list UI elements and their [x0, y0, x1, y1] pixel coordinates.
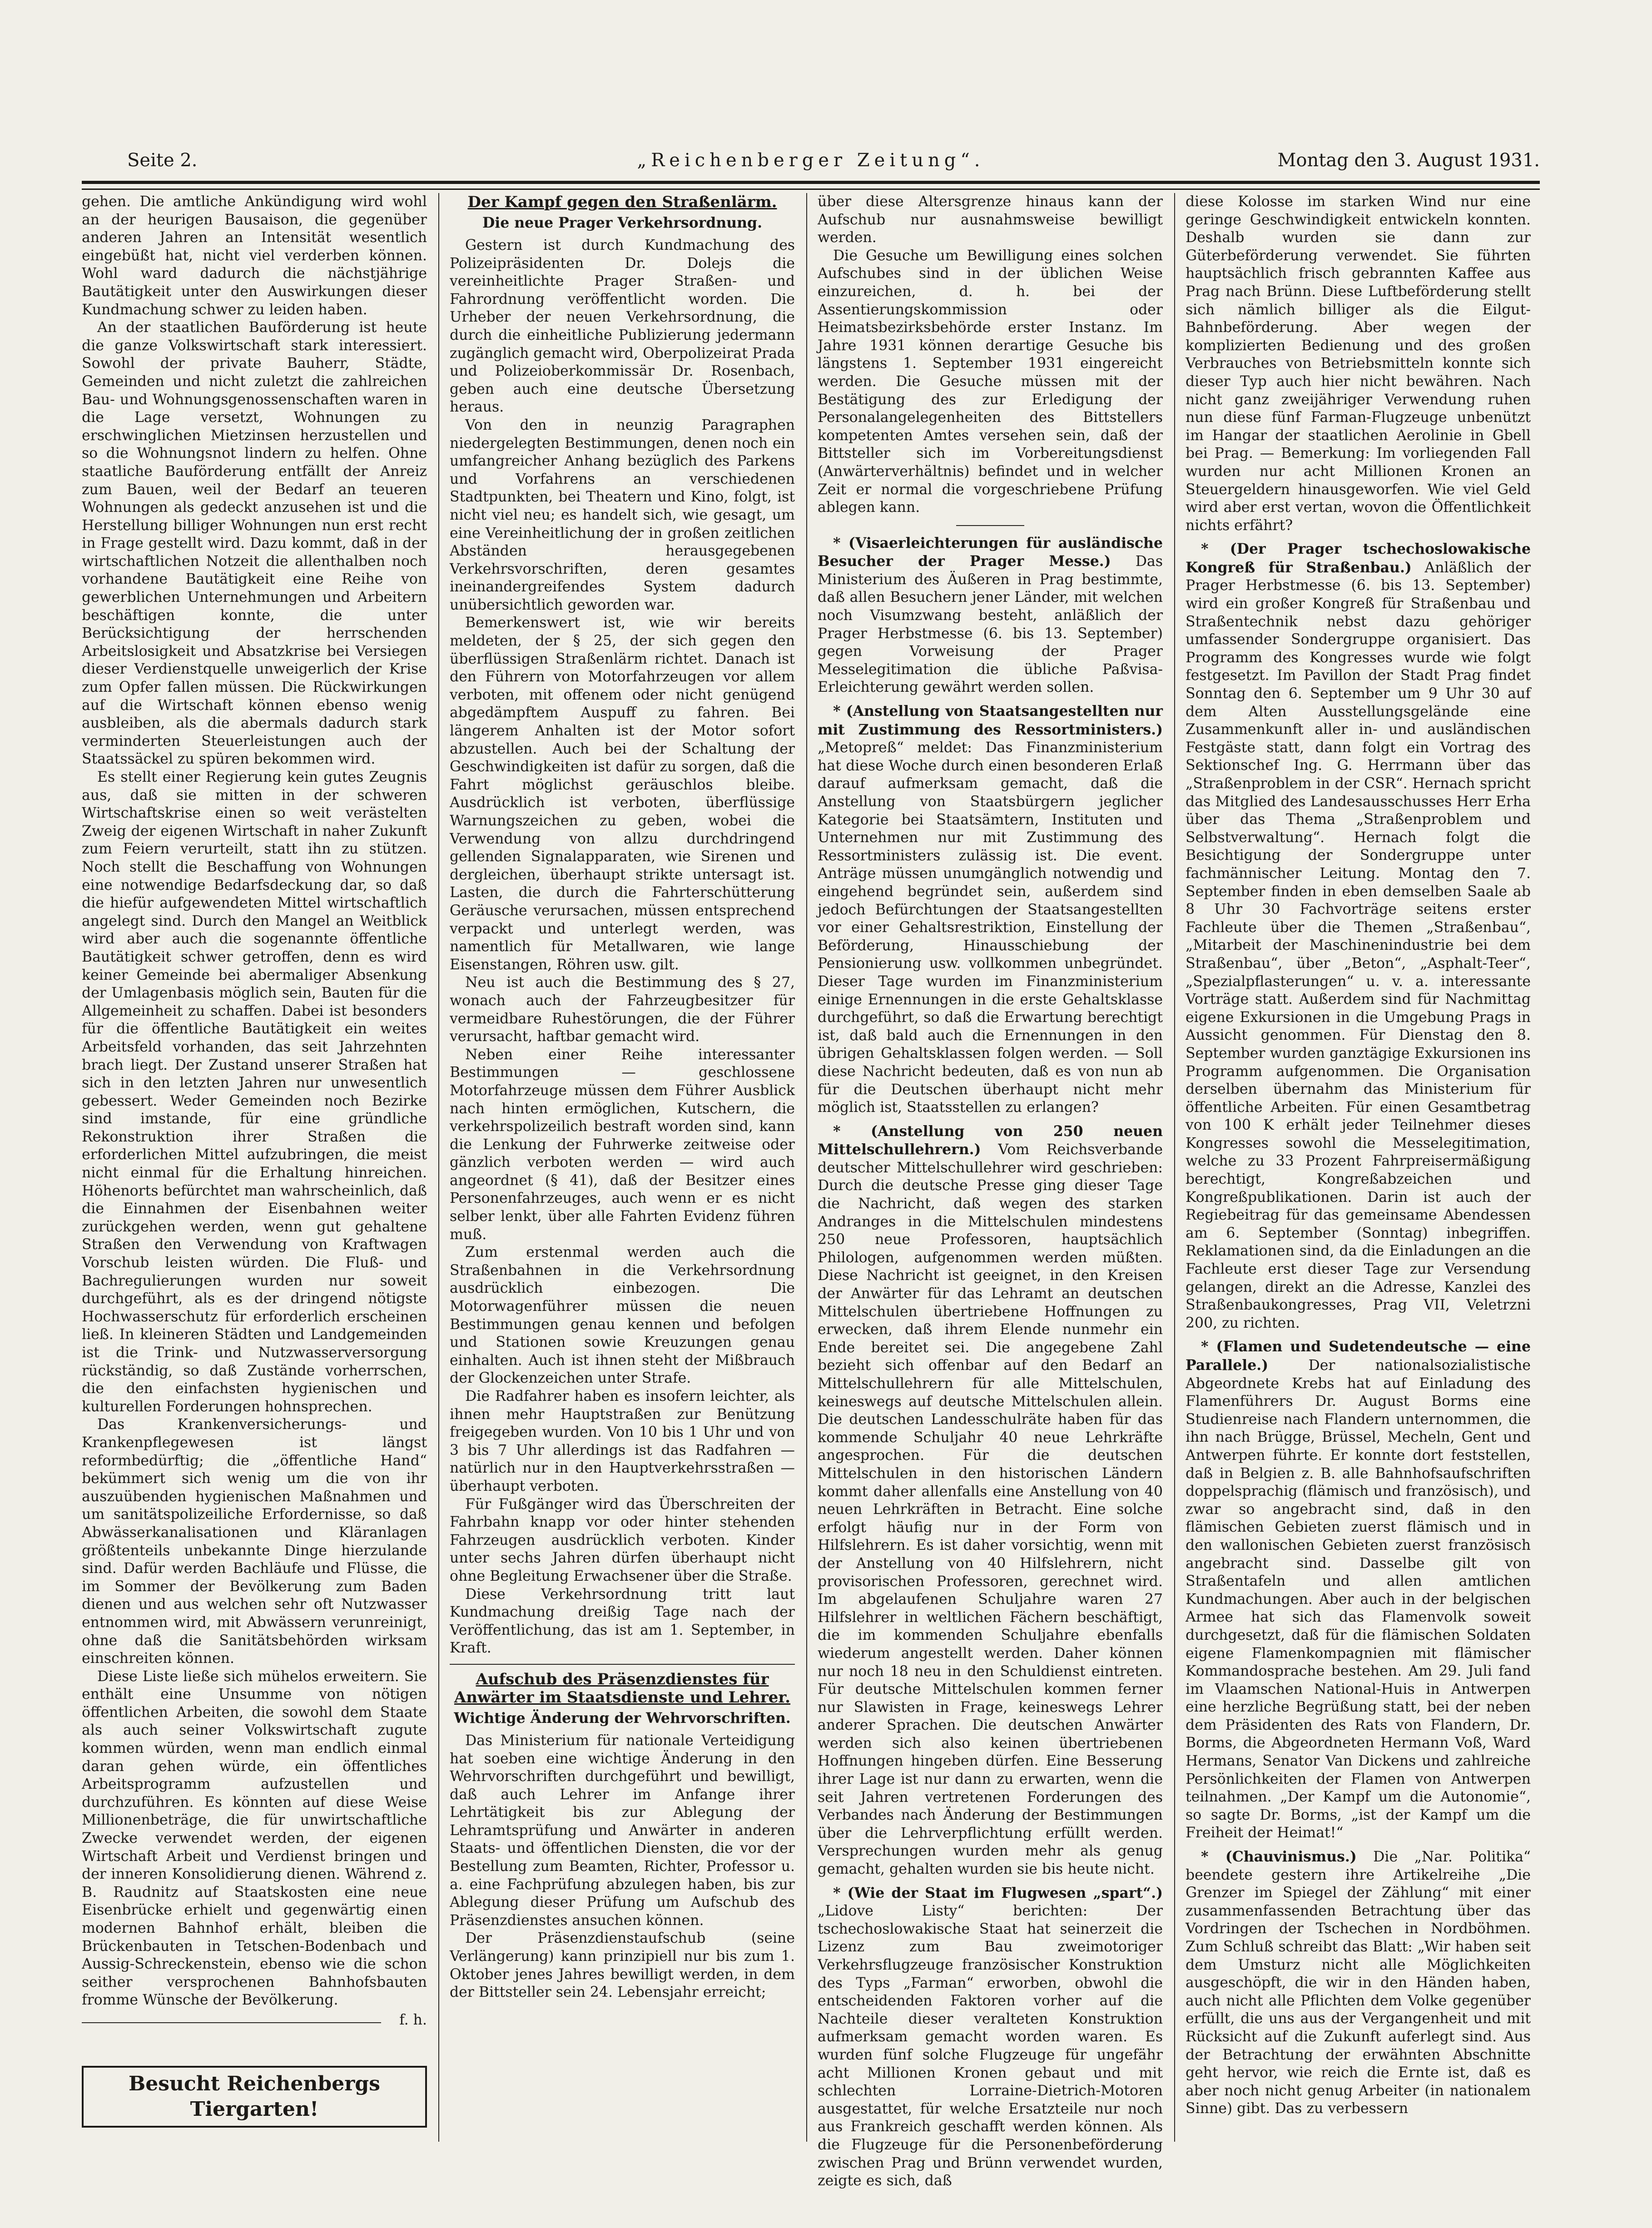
paragraph: Diese Liste ließe sich mühelos erweitern. Sie enthält eine Unsumme von nötigen öffentlichen Arbeiten, die sowohl dem Staate als auch seiner Volkswirtschaft zugute kommen würden, wenn man endlich einmal daran gehen würde, ein öffentliches Arbeitsprogramm aufzustellen und durchzuführen. Es könnten auf diese Weise Millionenbeträge, die für unwirtschaftliche Zwecke verwendet werden, der eigenen Wirtschaft Arbeit und Verdienst bringen und der inneren Konsolidierung dienen. Während z. B. Raudnitz auf Staatskosten eine neue Eisenbrücke erhielt und gegenwärtig einen modernen Bahnhof erhält, bleiben die Brückenbauten in Tetschen-Bodenbach und Aussig-Schreckenstein, ebenso wie die schon seither versprochenen Bahnhofsbauten fromme Wünsche der Bevölkerung. — [82, 1668, 427, 2009]
paragraph: Bemerkenswert ist, wie wir bereits meldeten, der § 25, der sich gegen den überflüssigen Straßenlärm richtet. Danach ist den Führern von Motorfahrzeugen vor allem verboten, mit offenem oder nicht genügend abgedämpftem Auspuff zu fahren. Bei längerem Anhalten ist der Motor sofort abzustellen. Auch bei der Schaltung der Geschwindigkeiten ist dafür zu sorgen, daß die Fahrt möglichst geräuschlos bleibe. Ausdrücklich ist verboten, überflüssige Warnungszeichen zu geben, wobei die Verwendung von allzu durchdringend gellenden Signalapparaten, wie Sirenen und dergleichen, überhaupt strikte untersagt ist. Lasten, die durch die Fahrterschütterung Geräusche verursachen, müssen entsprechend verpackt und unterlegt werden, was namentlich für Metallwaren, wie lange Eisenstangen, Röhren usw. gilt. — [450, 615, 795, 973]
brief-heading: * (Chauvinismus.) — [1201, 1848, 1357, 1866]
paragraph: Neben einer Reihe interessanter Bestimmungen — geschlossene Motorfahrzeuge müssen dem Führer Ausblick nach hinten ermöglichen, Kutschern, die verkehrspolizeilich bestraft worden sind, kann die Lenkung der Fuhrwerke zeitweise oder gänzlich verboten werden — wird auch angeordnet (§ 41), daß der Besitzer eines Personenfahrzeuges, auch wenn er es nicht selber lenkt, über alle Fahrten Evidenz führen muß. — [450, 1046, 795, 1243]
brief-heading: * (Der Prager tschechoslowakische Kongreß für Straßenbau.) — [1186, 541, 1531, 576]
brief-text: Anläßlich der Prager Herbstmesse (6. bis 13. September) wird ein großer Kongreß für Straßenbau und Straßentechnik nebst dazu gehöriger umfassender Sondergruppe organisiert. Das Programm des Kongresses wurde wie folgt festgesetzt. Im Pavillon der Stadt Prag findet Sonntag den 6. September um 9 Uhr 30 auf dem Alten Ausstellungsgelände eine Zusammenkunft aller in- und ausländischen Festgäste statt, dann folgt ein Vortrag des Sektionschef Ing. G. Herrmann über das „Straßenproblem in der CSR“. Hernach spricht das Mitglied des Landesausschusses Herr Erha über das Thema „Straßenproblem und Selbstverwaltung“. Hernach folgt die Besichtigung der Sondergruppe unter fachmännischer Leitung. Montag den 7. September finden in eben demselben Saale ab 8 Uhr 30 Fachvorträge seitens erster Fachleute über die Themen „Straßenbau“, „Mitarbeit der Maschinenindustrie bei dem Straßenbau“, über „Beton“, „Asphalt-Teer“, „Spezialpflasterungen“ u. v. a. interessante Vorträge statt. Außerdem sind für Nachmittag eigene Exkursionen in die Umgebung Prags in Aussicht genommen. Für Dienstag den 8. September wurden ganztägige Exkursionen ins Programm aufgenommen. Die Organisation derselben übernahm das Ministerium für öffentliche Arbeiten. Für einen Gesamtbetrag von 100 K erhält jeder Teilnehmer dieses Kongresses sowohl die Messelegitimation, welche zu 33 Prozent Fahrpreisermäßigung berechtigt, Kongreßabzeichen und Kongreßpublikationen. Darin ist auch der Regiebeitrag für das gemeinsame Abendessen am 6. September (Sonntag) inbegriffen. Reklamationen sind, da die Einladungen an die Fachleute erst dieser Tage zur Versendung gelangen, direkt an die Adresse, Kanzlei des Straßenbaukongresses, Prag VII, Veletrzni 200, zu richten. — [1186, 559, 1531, 1331]
brief-heading: * (Anstellung von Staatsangestellten nur mit Zustimmung des Ressortministers.) — [818, 703, 1163, 738]
brief-heading: * (Wie der Staat im Flugwesen „spart“.) — [833, 1884, 1163, 1901]
issue-date: Montag den 3. August 1931. — [1277, 150, 1540, 171]
column-divider — [1174, 193, 1175, 2142]
paragraph: Gestern ist durch Kundmachung des Polizeipräsidenten Dr. Dolejs die vereinheitlichte Prager Straßen- und Fahrordnung veröffentlicht worden. Die Urheber der neuen Verkehrsordnung, die durch die einheitliche Publizierung jedermann zugänglich gemacht wird, Oberpolizeirat Prada und Polizeioberkommissär Dr. Rosenbach, geben auch eine deutsche Übersetzung heraus. — [450, 237, 795, 416]
short-separator — [956, 525, 1024, 526]
header-rule — [82, 181, 1540, 190]
news-brief — [818, 1884, 1163, 2190]
paragraph: Es stellt einer Regierung kein gutes Zeugnis aus, daß sie mitten in der schweren Wirtschaftskrise einen so weit verästelten Zweig der eigenen Wirtschaft in naher Zukunft zum Feiern verurteilt, statt ihn zu stützen. Noch stellt die Beschaffung von Wohnungen eine notwendige Bedarfsdeckung dar, so daß die hiefür aufgewendeten Mittel wirtschaftlich angelegt sind. Durch den Mangel an Weitblick wird aber auch die sogenannte öffentliche Bautätigkeit schwer getroffen, denn es wird keiner Gemeinde bei abermaliger Absenkung der Umlagenbasis möglich sein, Bauten für die Allgemeinheit zu schaffen. Dabei ist besonders für die öffentliche Bautätigkeit ein weites Arbeitsfeld vorhanden, das seit Jahrzehnten brach liegt. Der Zustand unserer Straßen hat sich in den letzten Jahren nur unwesentlich gebessert. Weder Gemeinden noch Bezirke sind imstande, für eine gründliche Rekonstruktion ihrer Straßen die erforderlichen Mittel aufzubringen, die meist nicht einmal für die Erhaltung hinreichen. Höhenorts befürchtet man wahrscheinlich, daß die Einnahmen der Eisenbahnen weiter zurückgehen werden, wenn gut gehaltene Straßen den Verwendung von Kraftwagen Vorschub leisten würden. Die Fluß- und Bachregulierungen wurden nur soweit durchgeführt, als es der dringend nötigste Hochwasserschutz für erforderlich erscheinen ließ. In kleineren Städten und Landgemeinden ist die Trink- und Nutzwasserversorgung rückständig, so daß Zustände vorherrschen, die den einfachsten hygienischen und kulturellen Forderungen hohnsprechen. — [82, 769, 427, 1415]
article-separator — [450, 1664, 795, 1665]
column-1 — [82, 193, 427, 2142]
paragraph: diese Kolosse im starken Wind nur eine geringe Geschwindigkeit entwickeln konnten. Deshalb wurden sie dann zur Güterbeförderung verwendet. Sie führten hauptsächlich frisch gebrannten Kaffee aus Prag nach Brünn. Diese Luftbeförderung stellt sich nämlich billiger als die Eilgut-Bahnbeförderung. Aber wegen der komplizierten Bedienung und des großen Verbrauches von Betriebsmitteln konnte sich dieser Typ auch hier nicht bewähren. Nach nicht ganz zweijähriger Verwendung ruhen nun diese fünf Farman-Flugzeuge unbenützt im Hangar der staatlichen Aerolinie in Gbell bei Prag. — Bemerkung: Im vorliegenden Fall wurden nur acht Millionen Kronen an Steuergeldern hinausgeworfen. Wie viel Geld wird aber erst vertan, wovon die Öffentlichkeit nichts erfährt? — [1186, 194, 1531, 534]
paragraph: Der Präsenzdienstaufschub (seine Verlängerung) kann prinzipiell nur bis zum 1. Oktober jenes Jahres bewilligt werden, in dem der Bittsteller sein 24. Lebensjahr erreicht; — [450, 1930, 795, 2001]
column-4 — [1186, 193, 1531, 2142]
page-header — [68, 150, 1553, 177]
brief-text: „Metopreß“ meldet: Das Finanzministerium hat diese Woche durch einen besonderen Erlaß darauf aufmerksam gemacht, daß die Anstellung von Staatsbürgern jeglicher Kategorie bei Staatsämtern, Instituten und Unternehmen nur mit Zustimmung des Ressortministers zulässig ist. Die event. Anträge müssen unumgänglich notwendig und eingehend begründet sein, außerdem sind jedoch Befürchtungen der Staatsangestellten vor einer Gehaltsrestriktion, Einstellung der Beförderung, Hinausschiebung der Pensionierung usw. vollkommen unbegründet. Dieser Tage wurden im Finanzministerium einige Ernennungen in die erste Gehaltsklasse durchgeführt, so daß die Erwartung berechtigt ist, daß bald auch die Ernennungen in den übrigen Gehaltsklassen folgen werden. — Soll diese Nachricht bedeuten, daß es von nun ab für die Deutschen überhaupt nicht mehr möglich ist, Staatsstellen zu erlangen? — [818, 739, 1163, 1116]
page-number: Seite 2. — [127, 150, 198, 171]
column-divider — [438, 193, 439, 2142]
brief-text: „Lidove Listy“ berichten: Der tschechoslowakische Staat hat seinerzeit die Lizenz zum Bau zweimotoriger Verkehrsflugzeuge französischer Konstruktion des Typs „Farman“ erworben, obwohl die entscheidenden Faktoren vorher auf die Nachteile dieser veralteten Konstruktion aufmerksam gemacht worden waren. Es wurden fünf solche Flugzeuge für ungefähr acht Millionen Kronen gebaut und mit schlechten Lorraine-Dietrich-Motoren ausgestattet, für welche Ersatzteile nur noch aus Frankreich geschafft werden können. Als die Flugzeuge für die Personenbeförderung zwischen Prag und Brünn verwendet wurden, zeigte es sich, daß — [818, 1903, 1163, 2189]
author-signature: f. h. — [399, 2011, 427, 2028]
newspaper-title: „Reichenberger Zeitung“. — [637, 150, 985, 171]
paragraph: Für Fußgänger wird das Überschreiten der Fahrbahn knapp vor oder hinter stehenden Fahrzeugen ausdrücklich verboten. Kinder unter sechs Jahren dürfen überhaupt nicht ohne Begleitung Erwachsener über die Straße. — [450, 1496, 795, 1584]
paragraph: Neu ist auch die Bestimmung des § 27, wonach auch der Fahrzeugbesitzer für vermeidbare Ruhestörungen, die der Führer verursacht, haftbar gemacht wird. — [450, 974, 795, 1045]
column-3 — [818, 193, 1163, 2189]
paragraph: Das Krankenversicherungs- und Krankenpflegewesen ist längst reformbedürftig; die „öffentliche Hand“ bekümmert sich wenig um die von ihr auszuübenden hygienischen Maßnahmen und um sanitätspolizeiliche Erfordernisse, so daß Abwässerkanalisationen und Kläranlagen größtenteils unbekannte Dinge hierzulande sind. Dafür werden Bachläufe und Flüsse, die im Sommer der Bevölkerung zum Baden dienen und aus welchen sehr oft Nutzwasser entnommen wird, mit Abwässern verunreinigt, ohne daß die Sanitätsbehörden wirksam einschreiten können. — [82, 1416, 427, 1667]
paragraph: Die Gesuche um Bewilligung eines solchen Aufschubes sind in der üblichen Weise einzureichen, d. h. bei der Assentierungskommission oder Heimatsbezirksbehörde erster Instanz. Im Jahre 1931 können derartige Gesuche bis längstens 1. September 1931 eingereicht werden. Die Gesuche müssen mit der Bestätigung des zur Erledigung der Personalangelegenheiten des Bittstellers kompetenten Amtes versehen sein, daß der Bittsteller sich im Vorbereitungsdienst (Anwärterverhältnis) befindet und in welcher Zeit er normal die vorgeschriebene Prüfung ablegen kann. — [818, 247, 1163, 516]
brief-text: Vom Reichsverbande deutscher Mittelschullehrer wird geschrieben: Durch die deutsche Presse ging dieser Tage die Nachricht, daß wegen des starken Andranges in die Mittelschulen mindestens 250 neue Professoren, hauptsächlich Philologen, aufgenommen werden müßten. Diese Nachricht ist geeignet, in den Kreisen der Anwärter für das Lehramt an deutschen Mittelschulen übertriebene Hoffnungen zu erwecken, daß ihrem Elende nunmehr ein Ende bereitet sei. Die angegebene Zahl bezieht sich offenbar auf den Bedarf an Mittelschullehrern für alle Mittelschulen, keineswegs auf deutsche Mittelschulen allein. Die deutschen Landesschulräte haben für das kommende Schuljahr 40 neue Lehrkräfte angesprochen. Für die deutschen Mittelschulen in den historischen Ländern kommt daher allenfalls eine Anstellung von 40 neuen Lehrkräften in Betracht. Eine solche erfolgt häufig nur in der Form von Hilfslehrern. Es ist daher vorsichtig, wenn mit der Anstellung von 40 Hilfslehrern, nicht provisorischen Professoren, gerechnet wird. Im abgelaufenen Schuljahre waren 27 Hilfslehrer in weltlichen Fächern beschäftigt, die im kommenden Schuljahre ebenfalls wiederum angestellt werden. Daher können nur noch 18 neu in den Schuldienst eintreten. Für deutsche Mittelschulen kommen ferner nur Slawisten in Frage, keineswegs Lehrer anderer Sprachen. Die deutschen Anwärter werden sich also keinen übertriebenen Hoffnungen hingeben dürfen. Eine Besserung ihrer Lage ist nur dann zu erwarten, wenn die seit Jahren vertretenen Forderungen des Verbandes nach Änderung der Bestimmungen über die Lehrverpflichtung erfüllt werden. Versprechungen wurden mehr als genug gemacht, gehalten wurden sie bis heute nicht. — [818, 1141, 1163, 1878]
brief-heading: * (Anstellung von 250 neuen Mittelschullehrern.) — [818, 1122, 1163, 1158]
column-2 — [450, 193, 795, 2142]
paragraph: Die Radfahrer haben es insofern leichter, als ihnen mehr Hauptstraßen zur Benützung freigegeben wurden. Von 10 bis 1 Uhr und von 3 bis 7 Uhr allerdings ist das Radfahren — natürlich nur in den Hauptverkehrsstraßen — überhaupt verboten. — [450, 1388, 795, 1494]
paragraph: An der staatlichen Bauförderung ist heute die ganze Volkswirtschaft stark interessiert. Sowohl der private Bauherr, Städte, Gemeinden und nicht zuletzt die zahlreichen Bau- und Wohnungsgenossenschaften waren in die Lage versetzt, Wohnungen zu erschwinglichen Mietzinsen herzustellen und so die Wohnungsnot lindern zu helfen. Ohne staatliche Bauförderung entfällt der Anreiz zum Bauen, weil der Bedarf an teueren Wohnungen als gedeckt anzusehen ist und die Herstellung billiger Wohnungen nun erst recht in Frage gestellt wird. Dazu kommt, daß in der wirtschaftlichen Notzeit die allenthalben noch vorhandene Bautätigkeit eine Reihe von gewerblichen Unternehmungen und Arbeitern beschäftigen konnte, die unter Berücksichtigung der herrschenden Arbeitslosigkeit und Absatzkrise bei Versiegen dieser Verdienstquelle unweigerlich der Krise zum Opfer fallen müssen. Die Rückwirkungen auf die Wirtschaft können ebenso wenig ausbleiben, als die abermals dadurch stark verminderten Steuerleistungen auch der Staatssäckel zu spüren bekommen wird. — [82, 319, 427, 768]
article-title: Der Kampf gegen den Straßenlärm. — [467, 193, 777, 211]
column-divider — [806, 193, 807, 2142]
news-brief — [1186, 1338, 1531, 1842]
article-subtitle: Wichtige Änderung der Wehrvorschriften. — [454, 1709, 791, 1727]
signature-line — [82, 2011, 427, 2030]
brief-text: Das Ministerium des Äußeren in Prag bestimmte, daß allen Besuchern jener Länder, mit welchen noch Visumzwang besteht, anläßlich der Prager Herbstmesse (6. bis 13. September) gegen Vorweisung der Prager Messelegitimation die übliche Paßvisa-Erleichterung gewährt werden sollen. — [818, 553, 1163, 696]
paragraph: Von den in neunzig Paragraphen niedergelegten Bestimmungen, denen noch ein umfangreicher Anhang bezüglich des Parkens und Vorfahrens an verschiedenen Stadtpunkten, bei Theatern und Kino, folgt, ist nicht viel neu; es handelt sich, wie gesagt, um eine Vereinheitlichung der in großen zeitlichen Abständen herausgegebenen Verkehrsvorschriften, deren gesamtes ineinandergreifendes System dadurch unübersichtlich geworden war. — [450, 417, 795, 613]
paragraph: über diese Altersgrenze hinaus kann der Aufschub nur ausnahmsweise bewilligt werden. — [818, 194, 1163, 246]
news-brief — [1186, 1848, 1531, 2118]
news-brief — [818, 702, 1163, 1117]
paragraph: Zum erstenmal werden auch die Straßenbahnen in die Verkehrsordnung ausdrücklich einbezogen. Die Motorwagenführer müssen die neuen Bestimmungen genau kennen und befolgen und Stationen sowie Kreuzungen genau einhalten. Auch ist ihnen steht der Mißbrauch der Glockenzeichen unter Strafe. — [450, 1244, 795, 1387]
brief-text: Der nationalsozialistische Abgeordnete Krebs hat auf Einladung des Flamenführers Dr. August Borms eine Studienreise nach Flandern unternommen, die ihn nach Brügge, Brüssel, Mecheln, Gent und Antwerpen führte. Er konnte dort feststellen, daß in Belgien z. B. alle Bahnhofsaufschriften doppelsprachig (flämisch und französisch), und zwar so angebracht sind, daß in den flämischen Gebieten zuerst flämisch und in den wallonischen Gebieten zuerst französisch angebracht sind. Dasselbe gilt von Straßentafeln und allen amtlichen Kundmachungen. Aber auch in der belgischen Armee hat sich das Flamenvolk soweit durchgesetzt, daß für die flämischen Soldaten eigene Flamenkompagnien mit flämischer Kommandosprache bestehen. Am 29. Juli fand im Vlaamschen National-Huis in Antwerpen eine herzliche Begrüßung statt, bei der neben dem Präsidenten des Rats von Flandern, Dr. Borms, die Abgeordneten Hermann Voß, Ward Hermans, Senator Van Dickens und zahlreiche Persönlichkeiten der Flamen von Antwerpen teilnahmen. „Der Kampf um die Autonomie“, so sagte Dr. Borms, „ist der Kampf um die Freiheit der Heimat!“ — [1186, 1357, 1531, 1841]
article-subtitle: Die neue Prager Verkehrsordnung. — [482, 214, 763, 231]
paragraph: Das Ministerium für nationale Verteidigung hat soeben eine wichtige Änderung in den Wehrvorschriften durchgeführt und bewilligt, daß auch Lehrer im Anfange ihrer Lehrtätigkeit bis zur Ablegung der Lehramtsprüfung und Anwärter in anderen Staats- und öffentlichen Diensten, die vor der Bestellung zum Beamten, Richter, Professor u. a. eine Fachprüfung abzulegen haben, bis zur Ablegung dieser Prüfung um Aufschub des Präsenzdienstes ansuchen können. — [450, 1732, 795, 1929]
zoo-advertisement: Besucht Reichenbergs Tiergarten! — [82, 2066, 427, 2128]
brief-text: Die „Nar. Politika“ beendete gestern ihre Artikelreihe „Die Grenzer im Spiegel der Zählung“ mit einer zusammenfassenden Betrachtung über das Vordringen der Tschechen in Nordböhmen. Zum Schluß schreibt das Blatt: „Wir haben seit dem Umsturz nicht alle Möglichkeiten ausgeschöpft, die wir in den Händen haben, auch nicht alle Pflichten dem Volke gegenüber erfüllt, die uns aus der Vergangenheit und mit Rücksicht auf die Zukunft auferlegt sind. Aus der Betrachtung der erwähnten Abschnitte geht hervor, wie reich die Ernte ist, daß es aber noch nicht genug Arbeiter (in nationalem Sinne) gibt. Das zu verbessern — [1186, 1849, 1531, 2117]
brief-heading: * (Visaerleichterungen für ausländische Besucher der Prager Messe.) — [818, 534, 1163, 570]
news-brief — [818, 1122, 1163, 1879]
news-brief — [1186, 540, 1531, 1332]
article-title: Aufschub des Präsenzdienstes für Anwärter im Staatsdienste und Lehrer. — [454, 1670, 791, 1707]
signature-rule — [82, 2011, 381, 2023]
newspaper-page — [68, 136, 1553, 2189]
brief-heading: * (Flamen und Sudetendeutsche — eine Parallele.) — [1186, 1338, 1531, 1374]
paragraph: Diese Verkehrsordnung tritt laut Kundmachung dreißig Tage nach der Veröffentlichung, das ist am 1. September, in Kraft. — [450, 1586, 795, 1657]
paragraph: gehen. Die amtliche Ankündigung wird wohl an der heurigen Bausaison, die gegenüber anderen Jahren an Intensität wesentlich eingebüßt hat, nicht viel verderben können. Wohl ward dadurch die nächstjährige Bautätigkeit unter den Auswirkungen dieser Kundmachung schwer zu leiden haben. — [82, 194, 427, 318]
news-brief — [818, 534, 1163, 697]
